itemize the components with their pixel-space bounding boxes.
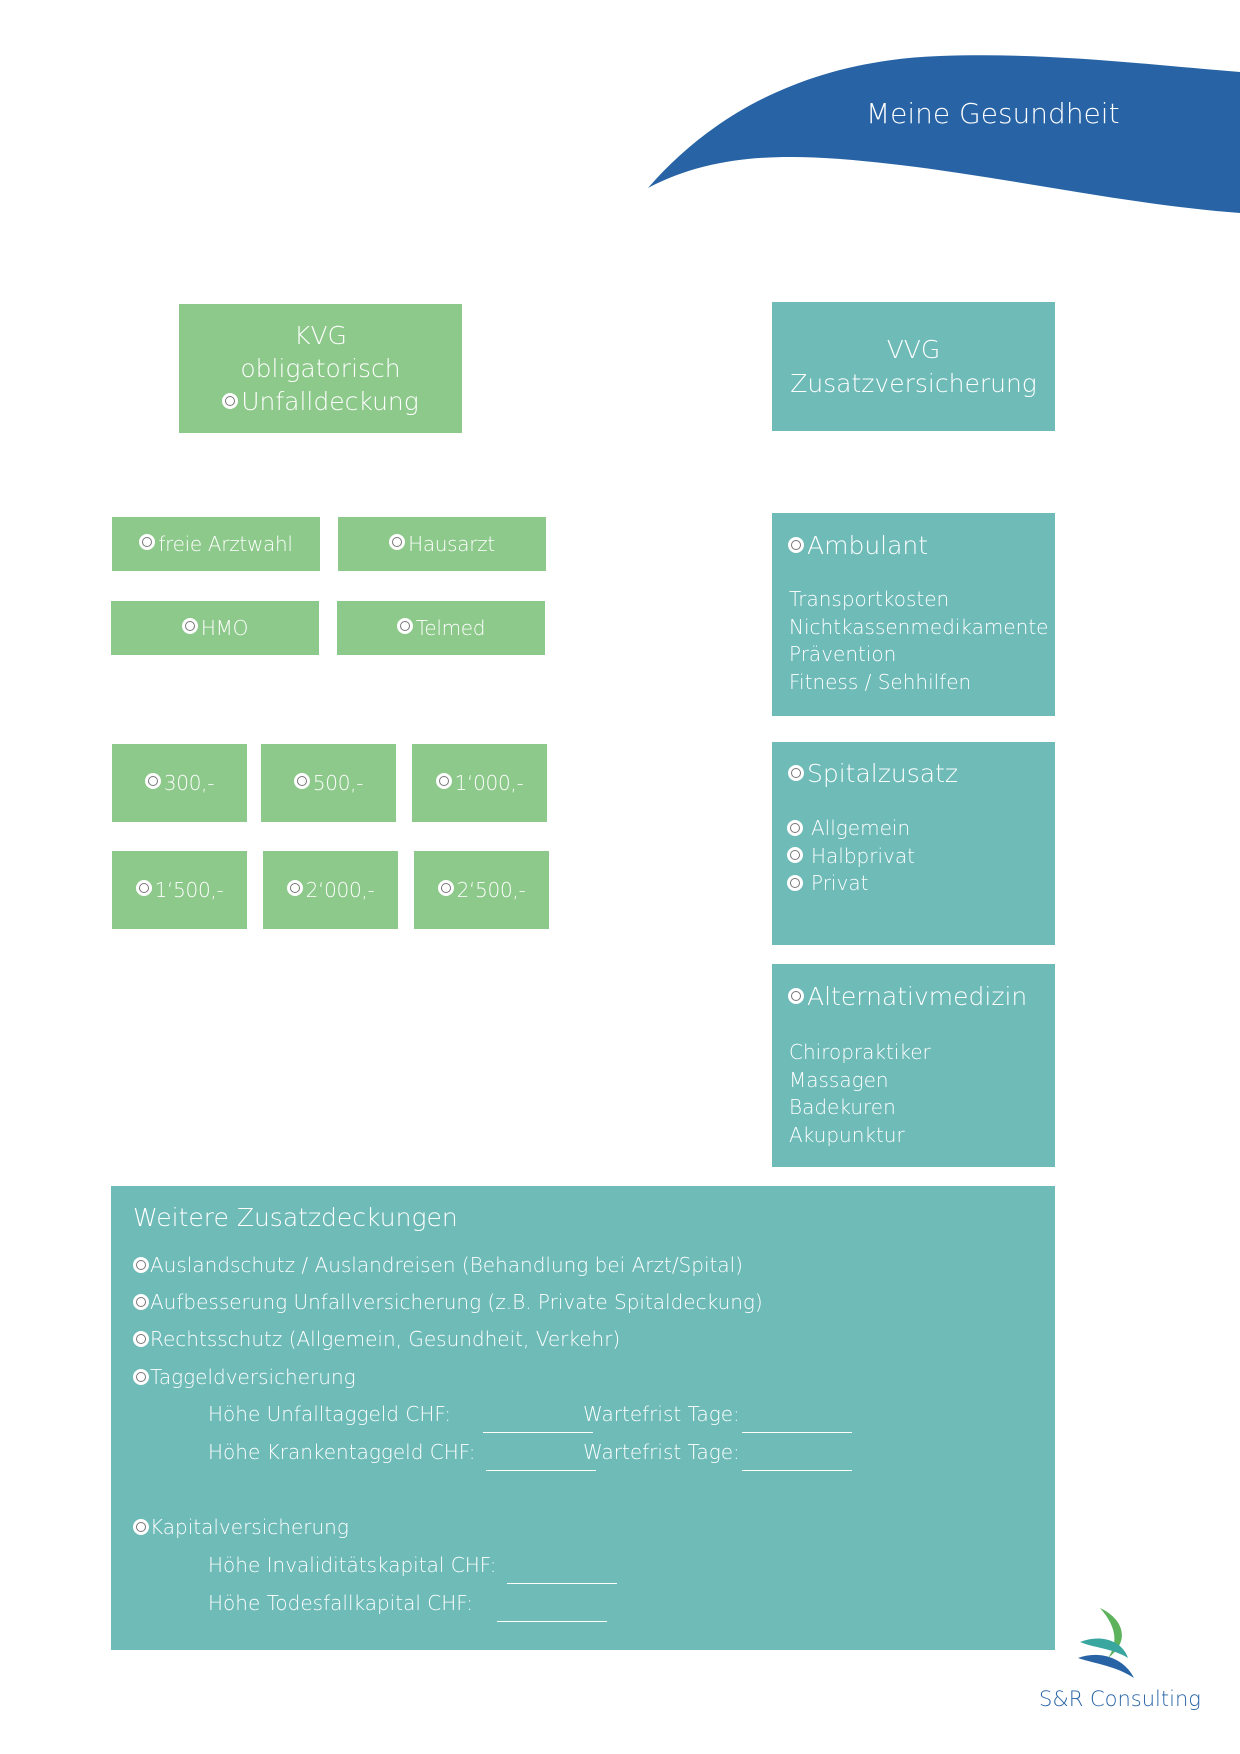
model-label: freie Arztwahl (158, 532, 293, 556)
kvg-box (179, 304, 462, 433)
option-label: Taggeldversicherung (150, 1365, 356, 1389)
spitalzusatz-option[interactable] (788, 759, 958, 788)
model-telmed[interactable] (337, 601, 545, 655)
weitere-zusatzdeckungen-box (111, 1186, 1055, 1650)
radio-icon[interactable] (438, 880, 454, 896)
unfall-wartefrist-row (583, 1396, 852, 1433)
krankentaggeld-label: Höhe Krankentaggeld CHF: (208, 1440, 476, 1464)
model-label: Telmed (415, 616, 486, 640)
alternativmedizin-card (772, 964, 1055, 1167)
radio-icon[interactable] (133, 1331, 149, 1347)
option-label: Rechtsschutz (Allgemein, Gesundheit, Verkehr) (150, 1327, 621, 1351)
radio-icon[interactable] (787, 847, 803, 863)
alternativmedizin-title: Alternativmedizin (807, 982, 1028, 1011)
radio-icon[interactable] (133, 1257, 149, 1273)
franchise-label: 300,- (163, 771, 215, 795)
model-label: HMO (200, 616, 249, 640)
krank-wartefrist-row (583, 1434, 852, 1471)
spitalzusatz-radio[interactable] (788, 765, 804, 781)
krank-wartefrist-field[interactable] (742, 1448, 852, 1471)
radio-icon[interactable] (436, 773, 452, 789)
todesfallkapital-label: Höhe Todesfallkapital CHF: (208, 1591, 473, 1615)
option-label: Privat (811, 871, 869, 895)
unfall-wartefrist-field[interactable] (742, 1410, 852, 1433)
krankentaggeld-field[interactable] (486, 1448, 596, 1471)
invaliditaetskapital-field[interactable] (507, 1561, 617, 1584)
option-taggeld[interactable] (133, 1359, 356, 1396)
spital-option-privat[interactable] (787, 870, 915, 898)
option-aufbesserung-unfall[interactable] (133, 1284, 763, 1321)
unfalltaggeld-row (208, 1396, 593, 1433)
franchise-label: 1‘000,- (454, 771, 524, 795)
model-label: Hausarzt (408, 532, 495, 556)
unfalltaggeld-field[interactable] (483, 1410, 593, 1433)
ambulant-radio[interactable] (788, 537, 804, 553)
radio-icon[interactable] (397, 618, 413, 634)
list-item: Transportkosten (789, 587, 950, 611)
franchise-2000[interactable] (263, 851, 398, 929)
radio-icon[interactable] (133, 1294, 149, 1310)
alternativmedizin-list (789, 1039, 931, 1149)
option-auslandschutz[interactable] (133, 1247, 743, 1284)
radio-icon[interactable] (145, 773, 161, 789)
franchise-500[interactable] (261, 744, 396, 822)
list-item: Chiropraktiker (789, 1040, 931, 1064)
franchise-2500[interactable] (414, 851, 549, 929)
wartefrist-label: Wartefrist Tage: (583, 1402, 740, 1426)
wartefrist-label: Wartefrist Tage: (583, 1440, 740, 1464)
todesfallkapital-field[interactable] (497, 1599, 607, 1622)
list-item: Fitness / Sehhilfen (789, 669, 972, 694)
franchise-1000[interactable] (412, 744, 547, 822)
list-item: Nichtkassenmedikamente (789, 614, 1049, 639)
option-label: Auslandschutz / Auslandreisen (Behandlung bei Arzt/Spital) (150, 1253, 743, 1277)
list-item: Prävention (789, 642, 897, 666)
franchise-label: 1‘500,- (154, 878, 224, 902)
ambulant-option[interactable] (788, 531, 928, 560)
model-hausarzt[interactable] (338, 517, 546, 571)
ambulant-card (772, 513, 1055, 716)
page-title: Meine Gesundheit (866, 97, 1120, 130)
radio-icon[interactable] (133, 1369, 149, 1385)
franchise-label: 2‘000,- (305, 878, 375, 902)
franchise-label: 2‘500,- (456, 878, 526, 902)
spitalzusatz-options (787, 815, 915, 898)
vvg-box (772, 302, 1055, 431)
radio-icon[interactable] (787, 875, 803, 891)
radio-icon[interactable] (294, 773, 310, 789)
option-label: Aufbesserung Unfallversicherung (z.B. Private Spitaldeckung) (150, 1290, 763, 1314)
unfalldeckung-label: Unfalldeckung (241, 387, 419, 416)
weitere-title: Weitere Zusatzdeckungen (133, 1203, 458, 1232)
option-label: Kapitalversicherung (150, 1515, 349, 1539)
alternativmedizin-radio[interactable] (788, 988, 804, 1004)
option-label: Halbprivat (811, 843, 915, 868)
vvg-title: VVG (886, 334, 941, 364)
option-kapitalversicherung[interactable] (133, 1509, 349, 1546)
spitalzusatz-card (772, 742, 1055, 945)
radio-icon[interactable] (139, 534, 155, 550)
spital-option-allgemein[interactable] (787, 815, 915, 843)
unfalldeckung-radio[interactable] (222, 393, 238, 409)
radio-icon[interactable] (136, 880, 152, 896)
model-freie-arztwahl[interactable] (112, 517, 320, 571)
kvg-subtitle: obligatorisch (240, 354, 401, 383)
option-rechtsschutz[interactable] (133, 1321, 620, 1358)
list-item: Massagen (789, 1067, 889, 1092)
franchise-300[interactable] (112, 744, 247, 822)
ambulant-title: Ambulant (807, 531, 929, 560)
spitalzusatz-title: Spitalzusatz (807, 759, 958, 788)
radio-icon[interactable] (787, 820, 803, 836)
alternativmedizin-option[interactable] (788, 982, 1027, 1011)
model-hmo[interactable] (111, 601, 319, 655)
brand-name: S&R Consulting (1039, 1687, 1201, 1711)
franchise-1500[interactable] (112, 851, 247, 929)
invaliditaetskapital-label: Höhe Invaliditätskapital CHF: (208, 1553, 497, 1577)
sr-consulting-logo-icon (1070, 1600, 1140, 1685)
list-item: Akupunktur (789, 1122, 905, 1147)
vvg-subtitle: Zusatzversicherung (790, 368, 1037, 398)
radio-icon[interactable] (182, 618, 198, 634)
franchise-label: 500,- (312, 771, 364, 795)
kvg-title: KVG (294, 321, 347, 350)
spital-option-halbprivat[interactable] (787, 843, 915, 871)
todesfallkapital-row (208, 1585, 607, 1622)
list-item: Badekuren (789, 1095, 896, 1119)
krankentaggeld-row (208, 1434, 596, 1471)
unfalltaggeld-label: Höhe Unfalltaggeld CHF: (208, 1402, 452, 1426)
option-label: Allgemein (811, 816, 911, 840)
radio-icon[interactable] (133, 1519, 149, 1535)
invaliditaetskapital-row (208, 1547, 617, 1584)
ambulant-list (789, 586, 1048, 696)
kvg-unfall-option[interactable] (222, 385, 419, 418)
radio-icon[interactable] (389, 534, 405, 550)
radio-icon[interactable] (287, 880, 303, 896)
